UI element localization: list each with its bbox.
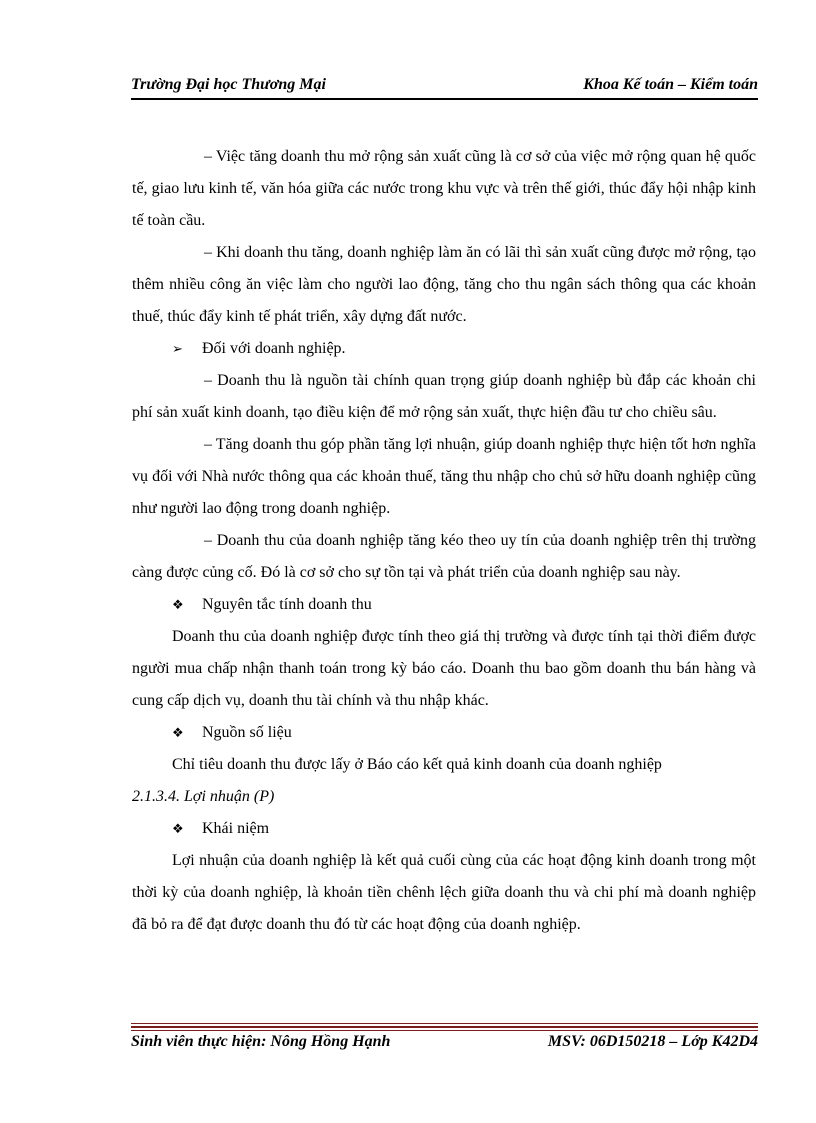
- diamond-bullet-icon: ❖: [172, 725, 184, 740]
- bullet-text: Đối với doanh nghiệp.: [202, 340, 346, 357]
- paragraph: – Doanh thu là nguồn tài chính quan trọng giúp doanh nghiệp bù đắp các khoản chi phí sản xuất kinh doanh, tạo điều kiện để mở rộng sản xuất, thực hiện đầu tư cho chiều sâu.: [132, 372, 756, 421]
- paragraph: Lợi nhuận của doanh nghiệp là kết quả cuối cùng của các hoạt động kinh doanh trong một thời kỳ của doanh nghiệp, là khoản tiền chênh lệch giữa doanh thu và chi phí mà doanh nghiệp đã bỏ ra để đạt được doanh thu đó từ các hoạt động của doanh nghiệp.: [132, 852, 756, 933]
- footer-divider: [131, 1023, 758, 1024]
- bullet-item: [132, 333, 756, 365]
- arrow-bullet-icon: ➢: [172, 341, 183, 356]
- paragraph: – Doanh thu của doanh nghiệp tăng kéo theo uy tín của doanh nghiệp trên thị trường càng được củng cố. Đó là cơ sở cho sự tồn tại và phát triển của doanh nghiệp sau này.: [132, 532, 756, 581]
- bullet-text: Nguồn số liệu: [202, 724, 292, 741]
- section-heading: 2.1.3.4. Lợi nhuận (P): [132, 788, 275, 805]
- bullet-item: [132, 813, 756, 845]
- bullet-text: Khái niệm: [202, 820, 270, 837]
- paragraph: – Tăng doanh thu góp phần tăng lợi nhuận, giúp doanh nghiệp thực hiện tốt hơn nghĩa vụ đối với Nhà nước thông qua các khoản thuế, tăng thu nhập cho chủ sở hữu doanh nghiệp cũng như người lao động trong doanh nghiệp.: [132, 436, 756, 517]
- paragraph: – Khi doanh thu tăng, doanh nghiệp làm ăn có lãi thì sản xuất cũng được mở rộng, tạo thêm nhiều công ăn việc làm cho người lao động, tăng cho thu ngân sách thông qua các khoản thuế, thúc đẩy kinh tế phát triển, xây dựng đất nước.: [132, 244, 756, 325]
- document-body: [132, 141, 756, 941]
- footer-divider: [131, 1026, 758, 1028]
- header-school: Trường Đại học Thương Mại: [131, 76, 326, 93]
- header-divider: [131, 98, 758, 100]
- paragraph: – Việc tăng doanh thu mở rộng sản xuất cũng là cơ sở của việc mở rộng quan hệ quốc tế, giao lưu kinh tế, văn hóa giữa các nước trong khu vực và trên thế giới, thúc đẩy hội nhập kinh tế toàn cầu.: [132, 148, 756, 229]
- paragraph: Doanh thu của doanh nghiệp được tính theo giá thị trường và được tính tại thời điểm được người mua chấp nhận thanh toán trong kỳ báo cáo. Doanh thu bao gồm doanh thu bán hàng và cung cấp dịch vụ, doanh thu tài chính và thu nhập khác.: [132, 628, 756, 709]
- footer-divider: [131, 1030, 758, 1031]
- page-footer: [131, 1033, 758, 1057]
- header-department: Khoa Kế toán – Kiểm toán: [583, 76, 758, 93]
- footer-student: Sinh viên thực hiện: Nông Hồng Hạnh: [131, 1033, 391, 1050]
- bullet-item: [132, 589, 756, 621]
- diamond-bullet-icon: ❖: [172, 597, 184, 612]
- bullet-item: [132, 717, 756, 749]
- diamond-bullet-icon: ❖: [172, 821, 184, 836]
- footer-student-id: MSV: 06D150218 – Lớp K42D4: [547, 1033, 758, 1050]
- bullet-text: Nguyên tắc tính doanh thu: [202, 596, 372, 613]
- paragraph: Chỉ tiêu doanh thu được lấy ở Báo cáo kết quả kinh doanh của doanh nghiệp: [172, 756, 662, 773]
